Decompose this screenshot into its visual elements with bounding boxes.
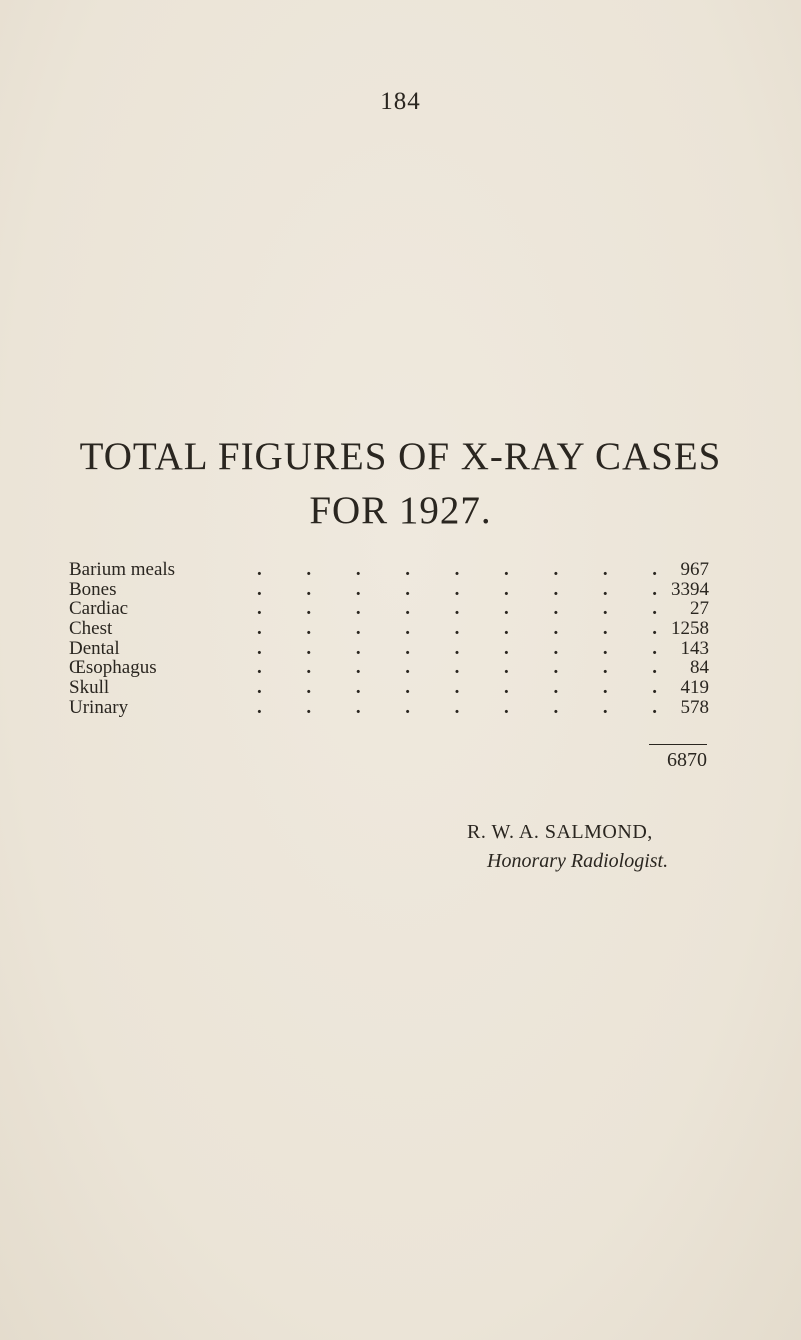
row-value: 578: [680, 696, 709, 718]
xray-cases-table: [69, 560, 709, 718]
row-label: Barium meals: [69, 559, 176, 580]
row-value: 84: [690, 657, 709, 679]
total-value: 6870: [667, 749, 707, 771]
page-number: 184: [380, 88, 421, 115]
row-label: Bones: [69, 578, 117, 600]
leader-dots: . . . . . . . . .: [257, 637, 657, 659]
row-label: Chest: [69, 618, 113, 640]
row-label: Œsophagus: [69, 657, 157, 679]
row-value: 419: [680, 677, 709, 699]
row-value: 143: [680, 637, 709, 659]
signature-name: R. W. A. SALMOND,: [467, 821, 653, 843]
signature-title: Honorary Radiologist.: [487, 850, 669, 872]
leader-dots: . . . . . . . . .: [257, 696, 657, 718]
leader-dots: . . . . . . . . .: [257, 559, 657, 580]
row-label: Dental: [69, 637, 120, 659]
leader-dots: . . . . . . . . .: [257, 618, 657, 640]
table-row: [69, 698, 709, 718]
table-row: [69, 619, 709, 639]
row-label: Cardiac: [69, 598, 129, 620]
page-subtitle: FOR 1927.: [309, 489, 492, 532]
table-row: [69, 599, 709, 619]
table-row: [69, 639, 709, 659]
leader-dots: . . . . . . . . .: [257, 598, 657, 620]
total-divider: [649, 744, 707, 745]
row-value: 3394: [671, 578, 709, 600]
table-row: [69, 560, 709, 580]
row-value: 967: [680, 559, 709, 580]
leader-dots: . . . . . . . . .: [257, 677, 657, 699]
row-label: Urinary: [69, 696, 129, 718]
table-row: [69, 678, 709, 698]
leader-dots: . . . . . . . . .: [257, 578, 657, 600]
row-value: 27: [690, 598, 709, 620]
page-title: TOTAL FIGURES OF X-RAY CASES: [79, 435, 722, 478]
row-label: Skull: [69, 677, 110, 699]
leader-dots: . . . . . . . . .: [257, 657, 657, 679]
row-value: 1258: [671, 618, 709, 640]
table-row: [69, 580, 709, 600]
table-row: [69, 658, 709, 678]
